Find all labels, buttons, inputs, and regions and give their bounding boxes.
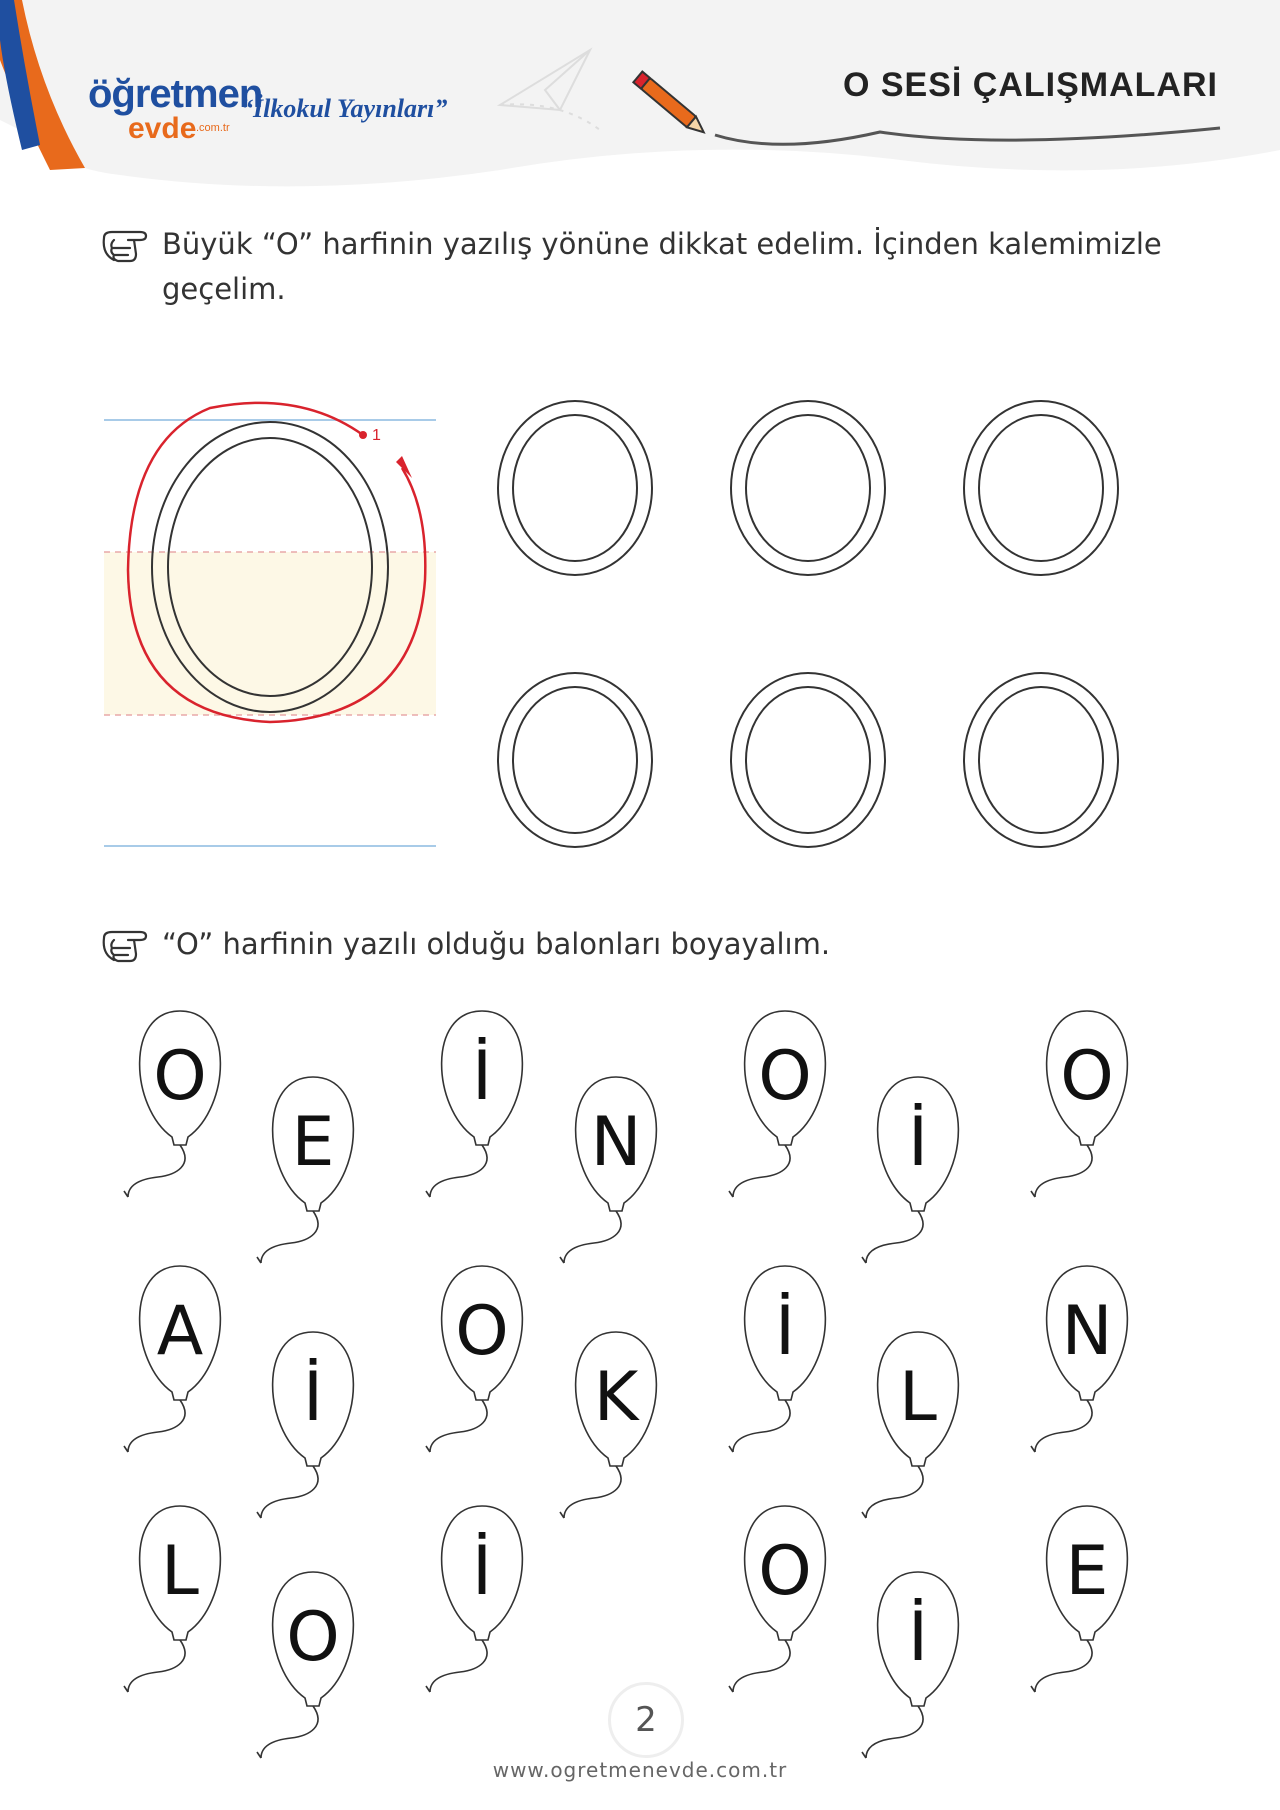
balloon-letter: A [156, 1292, 204, 1371]
balloon[interactable] [426, 1011, 522, 1197]
balloon[interactable] [124, 1011, 220, 1197]
balloon[interactable] [124, 1266, 220, 1452]
balloon-letter: O [1060, 1037, 1114, 1116]
balloon[interactable] [560, 1077, 656, 1263]
balloon[interactable] [729, 1506, 825, 1692]
balloon-letter: N [1061, 1292, 1113, 1371]
balloon[interactable] [862, 1572, 958, 1758]
balloon[interactable] [426, 1266, 522, 1452]
series-name: “İlkokul Yayınları” [240, 94, 448, 123]
balloon-letter: O [758, 1532, 812, 1611]
page-title: O SESİ ÇALIŞMALARI [842, 66, 1218, 104]
balloon-letter: E [291, 1103, 335, 1182]
balloon[interactable] [729, 1266, 825, 1452]
balloon-letter: N [590, 1103, 642, 1182]
balloon-letter: İ [907, 1598, 929, 1677]
balloon-letter: O [758, 1037, 812, 1116]
balloon[interactable] [729, 1011, 825, 1197]
balloon[interactable] [862, 1332, 958, 1518]
instruction-1-text: Büyük “O” harfinin yazılış yönüne dikkat edelim. İçinden kalemimizle geçelim. [162, 227, 1162, 306]
balloon[interactable] [124, 1506, 220, 1692]
balloon[interactable] [257, 1332, 353, 1518]
balloon[interactable] [862, 1077, 958, 1263]
instruction-2-text: “O” harfinin yazılı olduğu balonları boyayalım. [162, 927, 831, 961]
balloon-letter: İ [471, 1532, 493, 1611]
balloon-letter: L [899, 1358, 937, 1437]
balloon-letter: K [593, 1358, 639, 1437]
balloon-letter: O [286, 1598, 340, 1677]
balloon[interactable] [1031, 1506, 1127, 1692]
balloon[interactable] [257, 1077, 353, 1263]
balloon-letter: O [153, 1037, 207, 1116]
balloon-letter: E [1065, 1532, 1109, 1611]
logo-evde: evde [128, 112, 197, 145]
balloon[interactable] [1031, 1266, 1127, 1452]
balloon[interactable] [426, 1506, 522, 1692]
balloon[interactable] [560, 1332, 656, 1518]
logo-brand: öğretmen [88, 72, 263, 116]
balloon-letter: İ [907, 1103, 929, 1182]
balloon[interactable] [257, 1572, 353, 1758]
balloon-letter: İ [302, 1358, 324, 1437]
balloon-letter: İ [774, 1292, 796, 1371]
balloon-letter: O [455, 1292, 509, 1371]
balloon-letter: L [161, 1532, 199, 1611]
step-label: 1 [372, 427, 381, 444]
logo-domain: .com.tr [196, 122, 230, 134]
balloon-letter: İ [471, 1037, 493, 1116]
balloon[interactable] [1031, 1011, 1127, 1197]
page-number: 2 [608, 1682, 684, 1758]
footer-url[interactable]: www.ogretmenevde.com.tr [492, 1758, 788, 1782]
